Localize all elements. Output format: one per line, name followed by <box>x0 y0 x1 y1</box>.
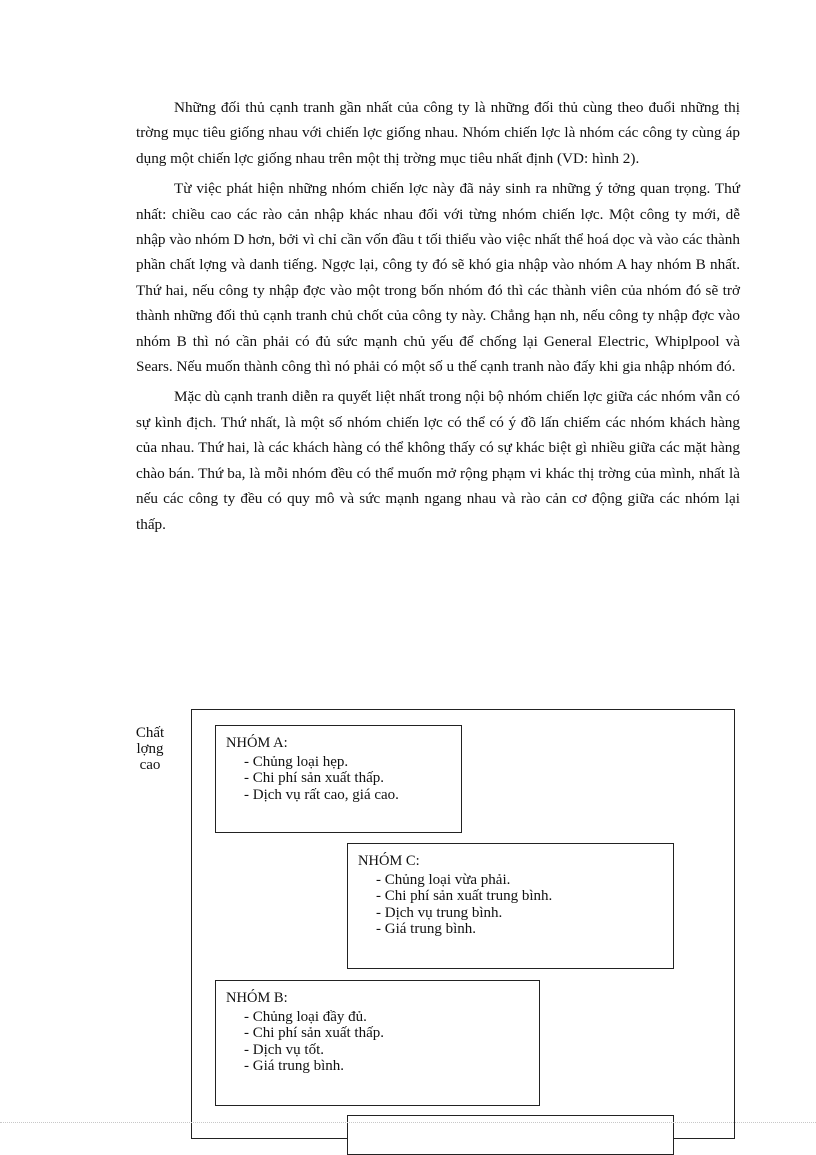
list-item: - Chủng loại hẹp. <box>244 754 461 770</box>
group-c-box <box>347 843 674 969</box>
group-b-title: NHÓM B: <box>226 990 288 1006</box>
group-b-box <box>215 980 540 1106</box>
list-item: - Giá trung bình. <box>376 921 673 937</box>
list-item: - Chi phí sản xuất trung bình. <box>376 888 673 904</box>
page-bottom-divider <box>0 1122 816 1124</box>
list-item: - Chủng loại đầy đủ. <box>244 1009 539 1025</box>
group-a-box <box>215 725 462 833</box>
group-a-list <box>216 754 461 803</box>
axis-label-line: cao <box>139 757 161 773</box>
list-item: - Chủng loại vừa phải. <box>376 872 673 888</box>
group-d-box-partial <box>347 1115 674 1155</box>
axis-label-line: lợng <box>136 741 164 757</box>
paragraph-2: Từ việc phát hiện những nhóm chiến lợc này đã nảy sinh ra những ý tởng quan trọng. Thứ nhất: chiều cao các rào cản nhập khác nhau đối với từng nhóm chiến lợc. Một công ty mới, dễ nhập vào nhóm D hơn, bởi vì chỉ cần vốn đầu t tối thiểu vào việc nhất thể hoá dọc và vào các thành phần chất lợng và danh tiếng. Ngợc lại, công ty đó sẽ khó gia nhập vào nhóm A hay nhóm B nhất. Thứ hai, nếu công ty nhập đợc vào một trong bốn nhóm đó thì các thành viên của nhóm đó sẽ trở thành những đối thủ cạnh tranh chủ chốt của công ty này. Chẳng hạn nh, nếu công ty nhập đợc vào nhóm B thì nó cần phải có đủ sức mạnh chủ yếu để chống lại General Electric, Whiplpool và Sears. Nếu muốn thành công thì nó phải có một số u thế cạnh tranh nào đấy khi gia nhập nhóm đó. <box>136 180 740 376</box>
quality-axis-label <box>124 725 176 773</box>
list-item: - Chi phí sản xuất thấp. <box>244 1025 539 1041</box>
axis-label-line: Chất <box>135 725 165 741</box>
paragraph-1: Những đối thủ cạnh tranh gần nhất của công ty là những đối thủ cùng theo đuổi những thị trờng mục tiêu giống nhau với chiến lợc giống nhau. Nhóm chiến lợc là nhóm các công ty cùng áp dụng một chiến lợc giống nhau trên một thị trờng mục tiêu nhất định (VD: hình 2). <box>136 99 740 167</box>
list-item: - Dịch vụ trung bình. <box>376 905 673 921</box>
group-b-list <box>216 1009 539 1075</box>
group-c-title: NHÓM C: <box>358 853 420 869</box>
list-item: - Dịch vụ tốt. <box>244 1042 539 1058</box>
group-a-title: NHÓM A: <box>226 735 288 751</box>
list-item: - Giá trung bình. <box>244 1058 539 1074</box>
body-text <box>136 95 740 542</box>
list-item: - Chi phí sản xuất thấp. <box>244 770 461 786</box>
paragraph-3: Mặc dù cạnh tranh diễn ra quyết liệt nhất trong nội bộ nhóm chiến lợc giữa các nhóm vẫn có sự kình địch. Thứ nhất, là một số nhóm chiến lợc có thể có ý đồ lấn chiếm các nhóm khách hàng của nhau. Thứ hai, là các khách hàng có thể không thấy có sự khác biệt gì nhiều giữa các mặt hàng chào bán. Thứ ba, là mỗi nhóm đều có thể muốn mở rộng phạm vi khác thị trờng của mình, nhất là nếu các công ty đều có quy mô và sức mạnh ngang nhau và rào cản cơ động giữa các nhóm lại thấp. <box>136 388 740 533</box>
group-c-list <box>348 872 673 938</box>
list-item: - Dịch vụ rất cao, giá cao. <box>244 787 461 803</box>
